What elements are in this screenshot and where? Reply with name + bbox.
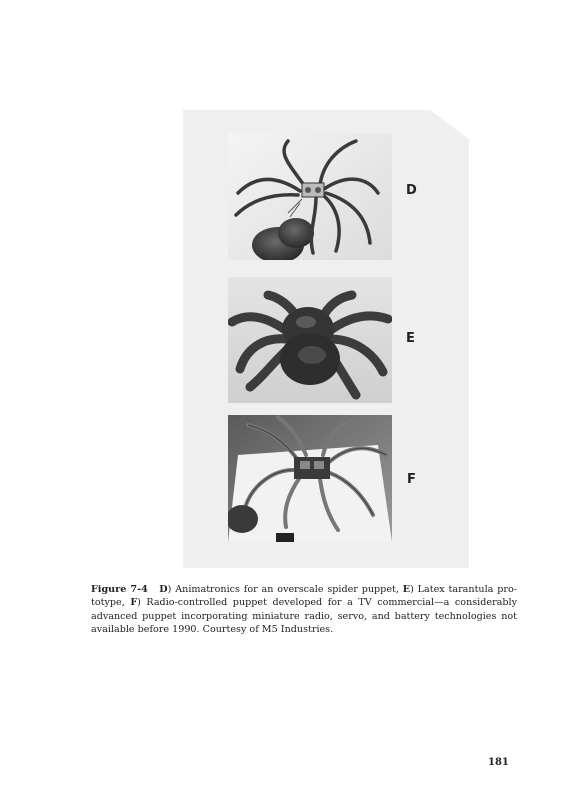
figure-number: Figure 7-4 [91,584,148,595]
panel-label-d: D [406,183,417,198]
figure-caption [91,583,517,636]
caption-panel-ref-d: D [159,584,168,595]
caption-text: ) Latex tarantula pro- [410,584,517,595]
page-number: 181 [488,757,509,768]
caption-panel-ref-e: E [402,584,411,595]
caption-text: totype, [91,597,131,609]
panel-label-e: E [406,331,415,346]
caption-panel-ref-f: F [130,597,138,609]
caption-line-3: advanced puppet incorporating miniature radio, servo, and battery technologies not [91,610,517,622]
caption-line-4: available before 1990. Courtesy of M5 Industries. [91,623,334,635]
caption-line-2 [91,596,517,609]
caption-text: ) Animatronics for an overscale spider puppet, [167,584,403,595]
panel-label-f: F [407,472,416,487]
photo-radio-controlled-puppet [228,415,392,542]
caption-text: ) Radio-controlled puppet developed for a TV commercial—a considerably [137,597,518,609]
caption-line-1 [91,583,517,596]
photo-latex-tarantula [228,277,392,403]
photo-spider-animatronics [228,133,392,260]
